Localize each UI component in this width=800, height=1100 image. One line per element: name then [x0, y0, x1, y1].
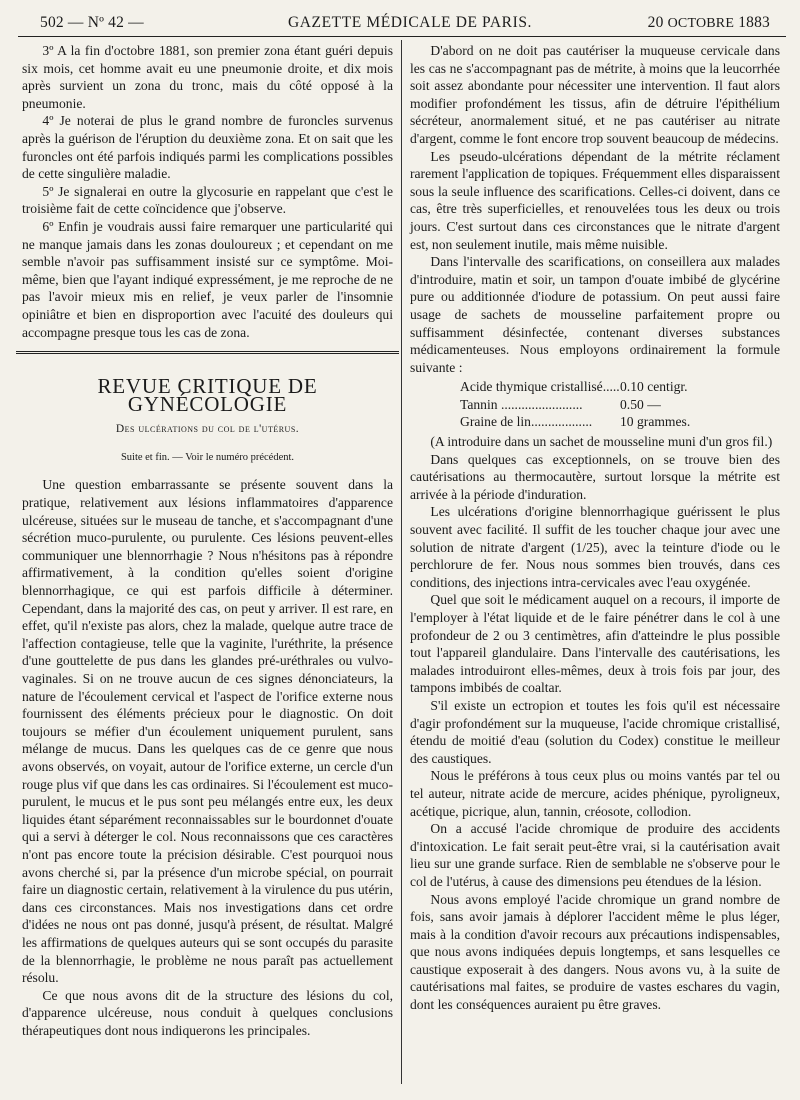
- column-divider: [401, 40, 402, 1084]
- paragraph: Les ulcérations d'origine blennorrhagique guérissent le plus souvent avec facilité. Il suffit de les toucher chaque jour avec une solution de nitrate d'argent (1/25), avec la teinture d'iode ou le perchlorure de fer. Nous nous sommes bien trouvés, dans ces conditions, des injections intra-cervicales avec l'eau oxygénée.: [410, 504, 780, 590]
- paragraph: Nous le préférons à tous ceux plus ou moins vantés par tel ou tel auteur, nitrate acide de mercure, acides phénique, pyroligneux, acétique, picrique, alun, tannin, créosote, collodion.: [410, 768, 780, 819]
- section-subtitle: Des ulcérations du col de l'utérus.: [115, 423, 300, 436]
- formula-dose: 0.50 —: [620, 396, 661, 412]
- paragraph: D'abord on ne doit pas cautériser la muqueuse cervicale dans les cas ne s'accompagnant pas de métrite, à moins que la leucorrhée soit assez abondante pour nécessiter une intervention. Il faut alors modifier profondément les tissus, afin de détruire l'épithélium sécréteur, anormalement situé, et ne pas cautériser au nitrate d'argent, comme le font encore trop souvent beaucoup de médecins.: [410, 43, 780, 146]
- left-column: [22, 42, 393, 1039]
- paragraph: On a accusé l'acide chromique de produire des accidents d'intoxication. Le fait serait peut-être vrai, si la cautérisation avait lieu sur une grande surface. Rien de semblable ne s'observe pour le col de l'utérus, à cause des dimensions peu étendues de la lésion.: [410, 821, 780, 889]
- formula-table: [410, 378, 780, 431]
- paragraph: 3º A la fin d'octobre 1881, son premier zona étant guéri depuis six mois, cet homme avait eu une pneumonie droite, et dix mois après survient un zona du tronc, mais du côté opposé à la pneumonie.: [22, 43, 393, 111]
- paragraph: 4º Je noterai de plus le grand nombre de furoncles survenus après la guérison de l'éruption du deuxième zona. Et on sait que les furoncles ont été parfois indiqués parmi les complications possibles de cette singulière maladie.: [22, 113, 393, 182]
- date-day: 20: [647, 14, 664, 31]
- right-column: [410, 42, 780, 1014]
- header-rule: [18, 36, 786, 37]
- formula-note: (A introduire dans un sachet de mousseline muni d'un gros fil.): [430, 434, 773, 450]
- paragraph: Une question embarrassante se présente souvent dans la pratique, relativement aux lésions inflammatoires d'apparence ulcéreuse, situées sur le museau de tanche, et s'accompagnant d'une sécrétion muco-purulente, ou purulente. Ces lésions peuvent-elles communiquer une blennorrhagie ? Nous n'hésitons pas à répondre affirmativement, à la condition qu'elles soient d'origine blennorrhagique, ce qui est parfois difficile à déterminer. Cependant, dans la majorité des cas, on peut y arriver. Il est rare, en effet, qu'il n'existe pas alors, chez la malade, quelque autre trace de l'affection contagieuse, telle que la vaginite, l'uréthrite, la présence d'une gouttelette de pus dans les glandes pré-uréthrales ou vulvo-vaginales. Si on ne trouve aucun de ces signes dénonciateurs, la nature de l'écoulement cervical et l'aspect de l'orifice externe nous fournissent des éléments précieux pour le diagnostic. On doit toujours se méfier d'un écoulement uniquement purulent, sans mélange de mucus. Dans les quelques cas de ce genre que nous avons observés, on voyait, autour de l'orifice externe, un cercle d'un rouge plus vif que dans les cas ordinaires. Si l'écoulement est muco-purulent, le mucus et le pus sont peu mélangés entre eux, les deux liquides étant séparément reconnaissables sur le bourdonnet d'ouate qui a servi à déterger le col. Nous reconnaissons que ces caractères n'ont pas encore toute la précision désirable. C'est pourquoi nous avons cherché si, par la présence d'un microbe spécial, on pourrait faire un diagnostic certain, relativement à la virulence du pus utérin, dans ces circonstances. Mais nos investigations dans cet ordre d'idées ne nous ont pas donné, jusqu'à présent, de résultat. Malgré les affirmations de quelques auteurs qui se sont occupés du parasite de la blennorrhagie, le problème ne nous paraît pas actuellement résolu.: [22, 477, 393, 986]
- paragraph: Dans l'intervalle des scarifications, on conseillera aux malades d'introduire, matin et soir, un tampon d'ouate imbibé de glycérine pure ou additionnée d'iodure de potassium. On peut aussi faire usage de sachets de mousseline parfaitement propre ou suffisamment désinfectée, contenant diverses substances médicamenteuses. Nous employons ordinairement la formule suivante :: [410, 254, 780, 375]
- section-note: Suite et fin. — Voir le numéro précédent.: [120, 451, 295, 463]
- paragraph: Les pseudo-ulcérations dépendant de la métrite réclament rarement l'application de topiques. Fréquemment elles disparaissent sous la seule influence des scarifications. Celles-ci doivent, dans ce cas, être très superficielles, et renouvelées tous les deux ou trois jours. C'est surtout dans ces circonstances que le nitrate d'argent est, non seulement inutile, mais même nuisible.: [410, 148, 780, 252]
- paragraph: 5º Je signalerai en outre la glycosurie en rappelant que c'est le troisième fait de cette coïncidence que j'observe.: [22, 183, 393, 217]
- date-year: 1883: [738, 14, 770, 31]
- journal-title: GAZETTE MÉDICALE DE PARIS.: [287, 14, 533, 31]
- paragraph: Ce que nous avons dit de la structure des lésions du col, d'apparence ulcéreuse, nous conduit à quelques conclusions thérapeutiques dont nous indiquerons les principales.: [22, 987, 393, 1038]
- section-divider: [16, 351, 399, 356]
- formula-dose: 0.10 centigr.: [620, 379, 688, 395]
- section-title: REVUE CRITIQUE DE GYNÉCOLOGIE: [97, 374, 318, 416]
- issue-date: [648, 14, 770, 32]
- formula-ingredient: Graine de lin..................: [460, 414, 593, 430]
- formula-row: [410, 413, 780, 431]
- paragraph: S'il existe un ectropion et toutes les fois qu'il est nécessaire d'agir profondément sur la muqueuse, l'acide chromique cristallisé, étendu de moitié d'eau (solution du Codex) constitue le meilleur des caustiques.: [410, 697, 780, 766]
- paragraph: Dans quelques cas exceptionnels, on se trouve bien des cautérisations au thermocautère, surtout lorsque la métrite est arrivée à la période d'induration.: [410, 451, 780, 502]
- paragraph: 6º Enfin je voudrais aussi faire remarquer une particularité qui ne manque jamais dans les zonas douloureux ; et cependant on me semble n'avoir pas suffisamment insisté sur ce symptôme. Moi-même, bien que l'ayant indiqué expressément, je me reproche de ne pas l'avoir mieux mis en relief, je veux parler de l'insomnie opiniâtre et bien en disproportion avec l'acuité des douleurs qui accompagne presque tous les cas de zona.: [22, 218, 393, 340]
- formula-row: [410, 396, 780, 414]
- formula-ingredient: Tannin ........................: [460, 396, 583, 412]
- formula-row: [410, 378, 780, 396]
- formula-dose: 10 grammes.: [620, 414, 691, 430]
- paragraph: Quel que soit le médicament auquel on a recours, il importe de l'employer à l'état liquide et de le faire pénétrer dans le col à une profondeur de 2 ou 3 centimètres, afin d'atteindre le plus possible tout l'appareil glandulaire. Dans l'intervalle des cautérisations, les malades introduiront elles-mêmes, deux à trois fois par jour, des tampons imbibés de coaltar.: [410, 592, 780, 696]
- date-month: OCTOBRE: [667, 16, 735, 31]
- formula-ingredient: Acide thymique cristallisé.....: [460, 379, 620, 395]
- page-number: 502 — Nº 42 —: [40, 14, 144, 31]
- page-header: [40, 14, 780, 36]
- paragraph: Nous avons employé l'acide chromique un grand nombre de fois, sans avoir jamais à déplorer l'accident même le plus léger, mais à la condition d'avoir recours aux précautions indispensables, que nous avons indiquées depuis longtemps, et sans lesquelles ce caustique exposerait à des dangers. Nous avons vu, à la suite de cautérisations mal faites, se produire de vastes eschares du vagin, dont les conséquences auraient pu être graves.: [410, 891, 780, 1013]
